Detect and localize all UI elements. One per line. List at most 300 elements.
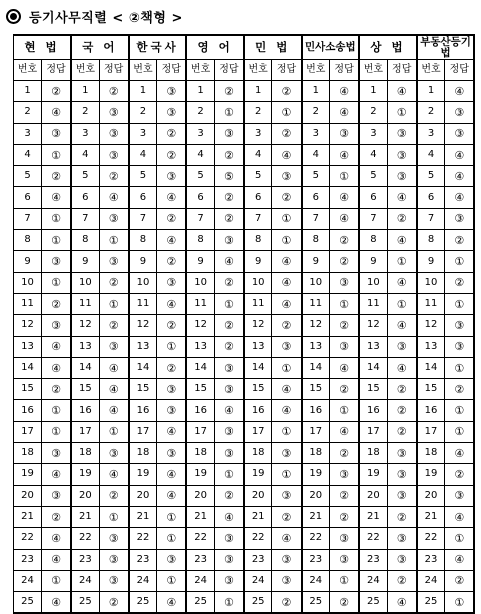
answer-cell: ②: [445, 464, 475, 485]
answer-cell: ④: [330, 357, 360, 378]
answer-cell: ③: [214, 123, 244, 144]
number-header: 번호: [71, 60, 99, 81]
answer-cell: ④: [445, 144, 475, 165]
answer-cell: ①: [272, 230, 302, 251]
number-header: 번호: [417, 60, 445, 81]
question-number: 22: [129, 528, 157, 549]
answer-cell: ④: [99, 400, 129, 421]
answer-cell: ③: [214, 549, 244, 570]
title-row: [6, 6, 183, 26]
answer-cell: ②: [214, 272, 244, 293]
answer-cell: ②: [157, 315, 187, 336]
answer-cell: ③: [387, 464, 417, 485]
question-number: 21: [186, 506, 214, 527]
question-number: 15: [186, 379, 214, 400]
answer-header: 정답: [99, 60, 129, 81]
question-number: 23: [302, 549, 330, 570]
answer-cell: ②: [214, 208, 244, 229]
question-number: 14: [129, 357, 157, 378]
answer-cell: ③: [330, 336, 360, 357]
question-number: 20: [302, 485, 330, 506]
answer-cell: ①: [272, 421, 302, 442]
answer-cell: ④: [272, 144, 302, 165]
table-row: [14, 570, 475, 591]
answer-cell: ③: [99, 443, 129, 464]
answer-cell: ②: [157, 208, 187, 229]
answer-cell: ②: [214, 485, 244, 506]
answer-cell: ④: [42, 336, 72, 357]
table-row: [14, 208, 475, 229]
answer-cell: ③: [445, 315, 475, 336]
answer-cell: ⑤: [214, 166, 244, 187]
answer-rows: [14, 81, 475, 614]
question-number: 8: [71, 230, 99, 251]
question-number: 22: [417, 528, 445, 549]
question-number: 21: [244, 506, 272, 527]
question-number: 22: [186, 528, 214, 549]
question-number: 17: [129, 421, 157, 442]
answer-cell: ①: [272, 102, 302, 123]
answer-cell: ①: [387, 251, 417, 272]
answer-cell: ②: [214, 81, 244, 102]
question-number: 8: [359, 230, 387, 251]
question-number: 13: [14, 336, 42, 357]
answer-cell: ②: [272, 592, 302, 614]
answer-cell: ①: [157, 528, 187, 549]
question-number: 2: [244, 102, 272, 123]
answer-key-table: [13, 34, 475, 614]
question-number: 15: [417, 379, 445, 400]
question-number: 21: [129, 506, 157, 527]
answer-cell: ④: [445, 187, 475, 208]
question-number: 1: [302, 81, 330, 102]
question-number: 10: [186, 272, 214, 293]
answer-cell: ②: [330, 506, 360, 527]
question-number: 10: [14, 272, 42, 293]
answer-cell: ②: [330, 315, 360, 336]
answer-cell: ①: [387, 293, 417, 314]
answer-cell: ②: [99, 315, 129, 336]
question-number: 23: [129, 549, 157, 570]
answer-cell: ④: [99, 187, 129, 208]
question-number: 6: [302, 187, 330, 208]
question-number: 24: [129, 570, 157, 591]
answer-cell: ④: [157, 421, 187, 442]
question-number: 11: [129, 293, 157, 314]
question-number: 3: [244, 123, 272, 144]
question-number: 7: [186, 208, 214, 229]
question-number: 16: [244, 400, 272, 421]
answer-cell: ④: [387, 81, 417, 102]
question-number: 24: [244, 570, 272, 591]
question-number: 9: [359, 251, 387, 272]
answer-cell: ④: [272, 251, 302, 272]
question-number: 25: [244, 592, 272, 614]
question-number: 11: [244, 293, 272, 314]
answer-cell: ②: [330, 443, 360, 464]
answer-cell: ④: [387, 272, 417, 293]
answer-cell: ③: [272, 570, 302, 591]
answer-cell: ④: [157, 485, 187, 506]
answer-cell: ①: [330, 166, 360, 187]
answer-cell: ③: [214, 421, 244, 442]
question-number: 16: [129, 400, 157, 421]
question-number: 11: [71, 293, 99, 314]
question-number: 4: [244, 144, 272, 165]
answer-cell: ①: [445, 293, 475, 314]
question-number: 17: [186, 421, 214, 442]
answer-cell: ③: [387, 528, 417, 549]
answer-cell: ④: [387, 357, 417, 378]
question-number: 21: [71, 506, 99, 527]
answer-cell: ①: [445, 400, 475, 421]
question-number: 12: [186, 315, 214, 336]
answer-cell: ②: [445, 230, 475, 251]
question-number: 5: [186, 166, 214, 187]
question-number: 2: [186, 102, 214, 123]
answer-cell: ③: [330, 272, 360, 293]
answer-cell: ③: [387, 336, 417, 357]
question-number: 14: [71, 357, 99, 378]
question-number: 15: [302, 379, 330, 400]
answer-cell: ②: [214, 336, 244, 357]
question-number: 17: [244, 421, 272, 442]
answer-cell: ③: [99, 102, 129, 123]
question-number: 21: [359, 506, 387, 527]
question-number: 23: [71, 549, 99, 570]
question-number: 15: [244, 379, 272, 400]
table-row: [14, 400, 475, 421]
answer-cell: ①: [157, 570, 187, 591]
answer-cell: ④: [214, 251, 244, 272]
answer-cell: ②: [157, 251, 187, 272]
answer-cell: ③: [214, 528, 244, 549]
answer-cell: ④: [42, 592, 72, 614]
answer-cell: ③: [330, 528, 360, 549]
answer-cell: ③: [272, 336, 302, 357]
question-number: 11: [302, 293, 330, 314]
answer-header: 정답: [42, 60, 72, 81]
question-number: 21: [302, 506, 330, 527]
question-number: 6: [417, 187, 445, 208]
question-number: 8: [14, 230, 42, 251]
answer-cell: ②: [445, 379, 475, 400]
answer-cell: ④: [272, 528, 302, 549]
question-number: 24: [417, 570, 445, 591]
question-number: 15: [71, 379, 99, 400]
question-number: 23: [186, 549, 214, 570]
answer-cell: ③: [157, 400, 187, 421]
answer-cell: ②: [272, 81, 302, 102]
answer-cell: ③: [387, 123, 417, 144]
question-number: 13: [302, 336, 330, 357]
question-number: 24: [302, 570, 330, 591]
answer-cell: ②: [157, 357, 187, 378]
subject-header: 한국사: [129, 35, 187, 60]
answer-cell: ①: [330, 400, 360, 421]
answer-cell: ②: [99, 272, 129, 293]
answer-cell: ①: [99, 421, 129, 442]
question-number: 2: [302, 102, 330, 123]
question-number: 9: [302, 251, 330, 272]
answer-cell: ②: [157, 144, 187, 165]
table-row: [14, 336, 475, 357]
answer-cell: ③: [157, 443, 187, 464]
table-row: [14, 187, 475, 208]
question-number: 8: [244, 230, 272, 251]
table-row: [14, 251, 475, 272]
table-row: [14, 81, 475, 102]
question-number: 20: [244, 485, 272, 506]
answer-cell: ①: [42, 400, 72, 421]
question-number: 8: [129, 230, 157, 251]
question-number: 7: [129, 208, 157, 229]
answer-cell: ②: [445, 272, 475, 293]
answer-cell: ③: [214, 230, 244, 251]
answer-cell: ①: [42, 421, 72, 442]
answer-cell: ④: [157, 293, 187, 314]
question-number: 4: [129, 144, 157, 165]
table-row: [14, 357, 475, 378]
answer-cell: ③: [42, 315, 72, 336]
table-row: [14, 592, 475, 614]
answer-cell: ③: [445, 208, 475, 229]
answer-cell: ④: [42, 187, 72, 208]
answer-cell: ②: [272, 187, 302, 208]
question-number: 6: [244, 187, 272, 208]
question-number: 7: [14, 208, 42, 229]
question-number: 20: [186, 485, 214, 506]
answer-cell: ④: [214, 506, 244, 527]
answer-cell: ④: [445, 506, 475, 527]
answer-cell: ④: [272, 272, 302, 293]
question-number: 20: [71, 485, 99, 506]
question-number: 25: [417, 592, 445, 614]
question-number: 13: [71, 336, 99, 357]
answer-cell: ③: [99, 570, 129, 591]
answer-cell: ②: [99, 485, 129, 506]
question-number: 12: [129, 315, 157, 336]
answer-cell: ①: [42, 570, 72, 591]
question-number: 1: [359, 81, 387, 102]
question-number: 18: [71, 443, 99, 464]
question-number: 19: [359, 464, 387, 485]
question-number: 16: [302, 400, 330, 421]
subject-header-row: [14, 35, 475, 60]
question-number: 8: [417, 230, 445, 251]
table-row: [14, 230, 475, 251]
answer-cell: ③: [445, 102, 475, 123]
question-number: 11: [359, 293, 387, 314]
question-number: 14: [302, 357, 330, 378]
number-header: 번호: [359, 60, 387, 81]
answer-cell: ③: [272, 443, 302, 464]
question-number: 20: [129, 485, 157, 506]
answer-cell: ②: [330, 379, 360, 400]
table-row: [14, 421, 475, 442]
answer-cell: ③: [42, 485, 72, 506]
number-header: 번호: [129, 60, 157, 81]
question-number: 9: [14, 251, 42, 272]
number-header: 번호: [14, 60, 42, 81]
question-number: 22: [302, 528, 330, 549]
question-number: 24: [71, 570, 99, 591]
question-number: 12: [417, 315, 445, 336]
question-number: 25: [359, 592, 387, 614]
answer-header: 정답: [272, 60, 302, 81]
answer-cell: ④: [330, 421, 360, 442]
answer-cell: ①: [99, 230, 129, 251]
answer-cell: ④: [387, 592, 417, 614]
question-number: 17: [14, 421, 42, 442]
answer-cell: ②: [387, 400, 417, 421]
question-number: 3: [71, 123, 99, 144]
answer-cell: ④: [99, 357, 129, 378]
answer-cell: ②: [330, 485, 360, 506]
question-number: 3: [14, 123, 42, 144]
question-number: 12: [71, 315, 99, 336]
question-number: 9: [186, 251, 214, 272]
answer-cell: ①: [330, 570, 360, 591]
question-number: 1: [186, 81, 214, 102]
answer-cell: ②: [42, 506, 72, 527]
question-number: 14: [244, 357, 272, 378]
answer-cell: ①: [99, 506, 129, 527]
answer-cell: ③: [99, 251, 129, 272]
question-number: 23: [244, 549, 272, 570]
answer-cell: ②: [387, 208, 417, 229]
answer-cell: ④: [272, 379, 302, 400]
answer-cell: ③: [157, 549, 187, 570]
answer-cell: ②: [272, 506, 302, 527]
table-row: [14, 485, 475, 506]
answer-cell: ④: [157, 592, 187, 614]
table-row: [14, 102, 475, 123]
answer-header: 정답: [387, 60, 417, 81]
question-number: 15: [14, 379, 42, 400]
question-number: 21: [14, 506, 42, 527]
question-number: 18: [186, 443, 214, 464]
answer-cell: ③: [387, 443, 417, 464]
answer-cell: ③: [157, 166, 187, 187]
answer-cell: ③: [387, 166, 417, 187]
question-number: 12: [359, 315, 387, 336]
answer-cell: ②: [42, 166, 72, 187]
answer-cell: ①: [445, 592, 475, 614]
question-number: 9: [244, 251, 272, 272]
question-number: 20: [417, 485, 445, 506]
question-number: 5: [359, 166, 387, 187]
table-row: [14, 123, 475, 144]
answer-cell: ③: [42, 443, 72, 464]
question-number: 18: [129, 443, 157, 464]
answer-cell: ②: [42, 379, 72, 400]
table-row: [14, 528, 475, 549]
question-number: 12: [244, 315, 272, 336]
answer-cell: ③: [330, 464, 360, 485]
answer-cell: ①: [214, 592, 244, 614]
question-number: 1: [14, 81, 42, 102]
question-number: 10: [129, 272, 157, 293]
question-number: 5: [14, 166, 42, 187]
question-number: 24: [359, 570, 387, 591]
answer-cell: ③: [272, 549, 302, 570]
number-header: 번호: [244, 60, 272, 81]
answer-cell: ③: [387, 549, 417, 570]
question-number: 1: [244, 81, 272, 102]
answer-cell: ③: [330, 123, 360, 144]
answer-cell: ②: [99, 592, 129, 614]
question-number: 3: [417, 123, 445, 144]
question-number: 3: [129, 123, 157, 144]
answer-cell: ④: [387, 230, 417, 251]
answer-cell: ③: [272, 166, 302, 187]
answer-header: 정답: [445, 60, 475, 81]
answer-cell: ④: [99, 379, 129, 400]
table-row: [14, 549, 475, 570]
question-number: 10: [359, 272, 387, 293]
question-number: 5: [71, 166, 99, 187]
answer-cell: ④: [42, 549, 72, 570]
question-number: 12: [14, 315, 42, 336]
answer-cell: ④: [42, 357, 72, 378]
question-number: 13: [244, 336, 272, 357]
answer-cell: ②: [157, 123, 187, 144]
table-row: [14, 272, 475, 293]
subject-header: 영 어: [186, 35, 244, 60]
question-number: 15: [129, 379, 157, 400]
question-number: 6: [71, 187, 99, 208]
question-number: 16: [359, 400, 387, 421]
answer-cell: ①: [42, 144, 72, 165]
question-number: 22: [359, 528, 387, 549]
answer-cell: ①: [214, 293, 244, 314]
subject-header: 현 법: [14, 35, 72, 60]
question-number: 1: [71, 81, 99, 102]
answer-cell: ③: [99, 528, 129, 549]
answer-cell: ①: [214, 464, 244, 485]
answer-cell: ④: [445, 166, 475, 187]
question-number: 7: [302, 208, 330, 229]
answer-cell: ①: [272, 464, 302, 485]
question-number: 7: [244, 208, 272, 229]
question-number: 22: [244, 528, 272, 549]
question-number: 13: [129, 336, 157, 357]
answer-cell: ①: [42, 272, 72, 293]
question-number: 3: [359, 123, 387, 144]
table-row: [14, 315, 475, 336]
answer-cell: ②: [387, 570, 417, 591]
question-number: 17: [417, 421, 445, 442]
page-title: 등기사무직렬 < ②책형 >: [29, 10, 183, 26]
answer-cell: ①: [330, 293, 360, 314]
question-number: 20: [14, 485, 42, 506]
answer-cell: ④: [330, 81, 360, 102]
question-number: 4: [302, 144, 330, 165]
answer-cell: ④: [330, 187, 360, 208]
answer-cell: ③: [42, 251, 72, 272]
question-number: 17: [302, 421, 330, 442]
question-number: 2: [417, 102, 445, 123]
answer-cell: ③: [445, 123, 475, 144]
question-number: 6: [186, 187, 214, 208]
question-number: 2: [359, 102, 387, 123]
table-row: [14, 293, 475, 314]
question-number: 14: [186, 357, 214, 378]
number-header: 번호: [302, 60, 330, 81]
subject-header: 부동산등기법: [417, 35, 475, 60]
table-row: [14, 379, 475, 400]
